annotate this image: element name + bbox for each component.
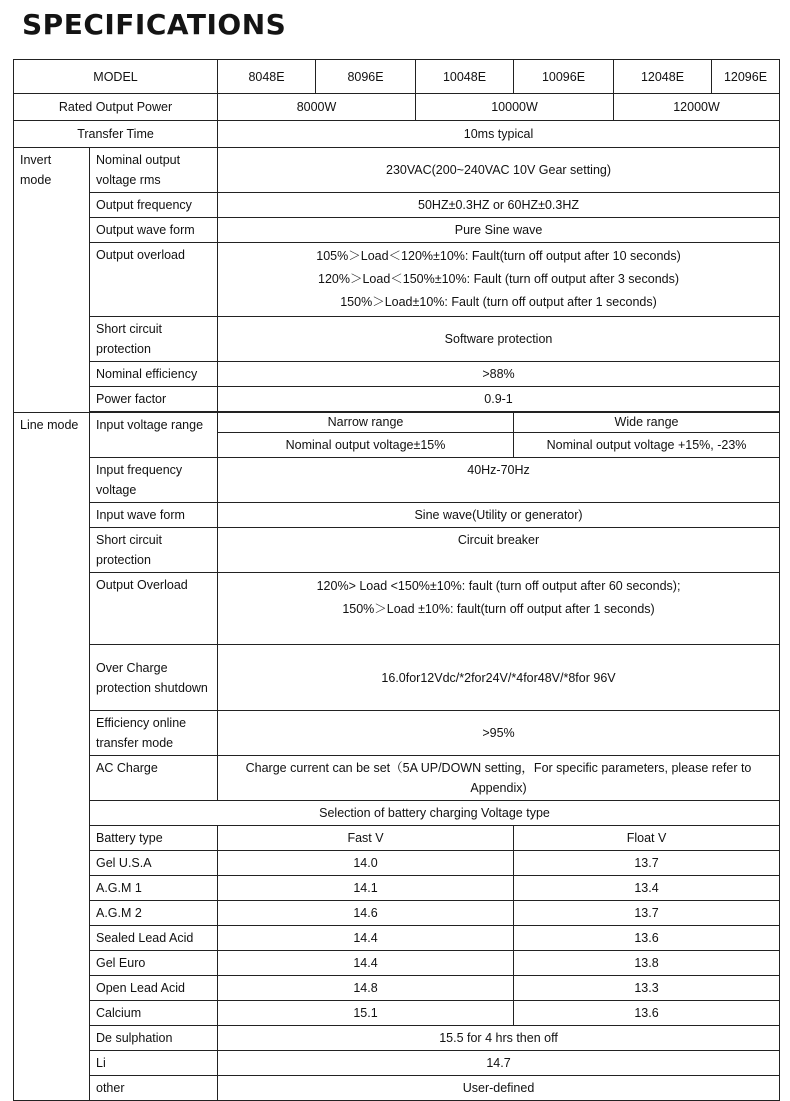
spec-value: 15.5 for 4 hrs then off [218,1026,780,1051]
fast-v-value: 14.8 [218,976,514,1001]
model-name: 8096E [316,60,416,94]
spec-label: Nominal output voltage rms [90,148,218,193]
rated-output-value: 12000W [614,94,780,121]
overload-line: 150%＞Load ±10%: fault(turn off output after 1 seconds) [342,602,655,616]
transfer-time-value: 10ms typical [218,121,780,148]
overload-line: 120%＞Load＜150%±10%: Fault (turn off output after 3 seconds) [318,272,680,286]
model-name: 10096E [514,60,614,94]
rated-output-value: 10000W [416,94,614,121]
invert-overload-row [14,243,780,317]
spec-label: Output Overload [90,573,218,645]
battery-row [14,851,780,876]
narrow-range-value: Nominal output voltage±15% [218,433,514,458]
line-input-wave-row [14,503,780,528]
overload-line: 150%＞Load±10%: Fault (turn off output after 1 seconds) [340,295,657,309]
spec-label: Short circuit protection [90,317,218,362]
invert-nominal-output-row [14,148,780,193]
transfer-time-label: Transfer Time [14,121,218,148]
spec-label: De sulphation [90,1026,218,1051]
line-efficiency-online-row [14,711,780,756]
spec-label: Output overload [90,243,218,317]
battery-type: A.G.M 1 [90,876,218,901]
battery-row [14,1001,780,1026]
spec-value: 0.9-1 [218,387,780,412]
invert-wave-form-row [14,218,780,243]
fast-v-value: 14.4 [218,926,514,951]
spec-label: Li [90,1051,218,1076]
fast-v-value: 14.0 [218,851,514,876]
battery-type-header: Battery type [90,826,218,851]
invert-short-circuit-row [14,317,780,362]
line-ac-charge-row [14,756,780,801]
spec-value: 14.7 [218,1051,780,1076]
battery-type: Gel Euro [90,951,218,976]
spec-label: Power factor [90,387,218,412]
invert-power-factor-row [14,387,780,412]
battery-header-row [14,826,780,851]
float-v-value: 13.7 [514,851,780,876]
spec-label: Input frequency voltage [90,458,218,503]
spec-label: AC Charge [90,756,218,801]
battery-row [14,951,780,976]
rated-output-value: 8000W [218,94,416,121]
wide-range-label: Wide range [514,413,780,433]
invert-efficiency-row [14,362,780,387]
spec-value: Pure Sine wave [218,218,780,243]
line-over-charge-row [14,645,780,711]
spec-value: 16.0for12Vdc/*2for24V/*4for48V/*8for 96V [218,645,780,711]
rated-output-row [14,94,780,121]
battery-type: Calcium [90,1001,218,1026]
model-label: MODEL [14,60,218,94]
spec-label: Input voltage range [90,413,218,458]
line-mode-section-label: Line mode [14,413,90,1101]
battery-row [14,926,780,951]
fast-v-value: 14.4 [218,951,514,976]
spec-value: Sine wave(Utility or generator) [218,503,780,528]
line-input-frequency-row [14,458,780,503]
battery-type: Sealed Lead Acid [90,926,218,951]
spec-value: User-defined [218,1076,780,1101]
battery-type: A.G.M 2 [90,901,218,926]
float-v-value: 13.6 [514,1001,780,1026]
transfer-time-row [14,121,780,148]
li-row [14,1051,780,1076]
battery-row [14,876,780,901]
spec-value [218,573,780,645]
line-short-circuit-row [14,528,780,573]
battery-title-row [14,801,780,826]
spec-label: other [90,1076,218,1101]
spec-label: Over Charge protection shutdown [90,645,218,711]
spec-value [218,243,780,317]
other-row [14,1076,780,1101]
invert-mode-section-label: Invert mode [14,148,90,413]
spec-label: Input wave form [90,503,218,528]
battery-table-title: Selection of battery charging Voltage type [90,801,780,826]
invert-output-frequency-row [14,193,780,218]
spec-label: Short circuit protection [90,528,218,573]
float-v-value: 13.8 [514,951,780,976]
spec-value: >88% [218,362,780,387]
float-v-value: 13.7 [514,901,780,926]
fast-v-value: 15.1 [218,1001,514,1026]
spec-label: Efficiency online transfer mode [90,711,218,756]
float-v-value: 13.4 [514,876,780,901]
fast-v-value: 14.6 [218,901,514,926]
spec-value: Charge current can be set（5A UP/DOWN setting，For specific parameters, please refer to Appendix) [218,756,780,801]
battery-type: Open Lead Acid [90,976,218,1001]
model-row [14,60,780,94]
battery-row [14,901,780,926]
desulphation-row [14,1026,780,1051]
spec-value: >95% [218,711,780,756]
spec-value: Software protection [218,317,780,362]
specifications-table [13,59,780,1101]
model-name: 8048E [218,60,316,94]
line-input-voltage-row [14,413,780,433]
rated-output-label: Rated Output Power [14,94,218,121]
spec-value: 50HZ±0.3HZ or 60HZ±0.3HZ [218,193,780,218]
spec-label: Output frequency [90,193,218,218]
model-name: 12048E [614,60,712,94]
overload-line: 105%＞Load＜120%±10%: Fault(turn off output after 10 seconds) [316,249,681,263]
model-name: 12096E [712,60,780,94]
overload-line: 120%> Load <150%±10%: fault (turn off output after 60 seconds); [316,579,681,593]
spec-value: Circuit breaker [218,528,780,573]
line-overload-row [14,573,780,645]
battery-type: Gel U.S.A [90,851,218,876]
float-v-value: 13.6 [514,926,780,951]
narrow-range-label: Narrow range [218,413,514,433]
fast-v-header: Fast V [218,826,514,851]
fast-v-value: 14.1 [218,876,514,901]
battery-row [14,976,780,1001]
spec-label: Output wave form [90,218,218,243]
spec-value: 40Hz-70Hz [218,458,780,503]
spec-label: Nominal efficiency [90,362,218,387]
page-title: SPECIFICATIONS [22,8,287,41]
float-v-value: 13.3 [514,976,780,1001]
model-name: 10048E [416,60,514,94]
float-v-header: Float V [514,826,780,851]
wide-range-value: Nominal output voltage +15%, -23% [514,433,780,458]
spec-value: 230VAC(200~240VAC 10V Gear setting) [218,148,780,193]
